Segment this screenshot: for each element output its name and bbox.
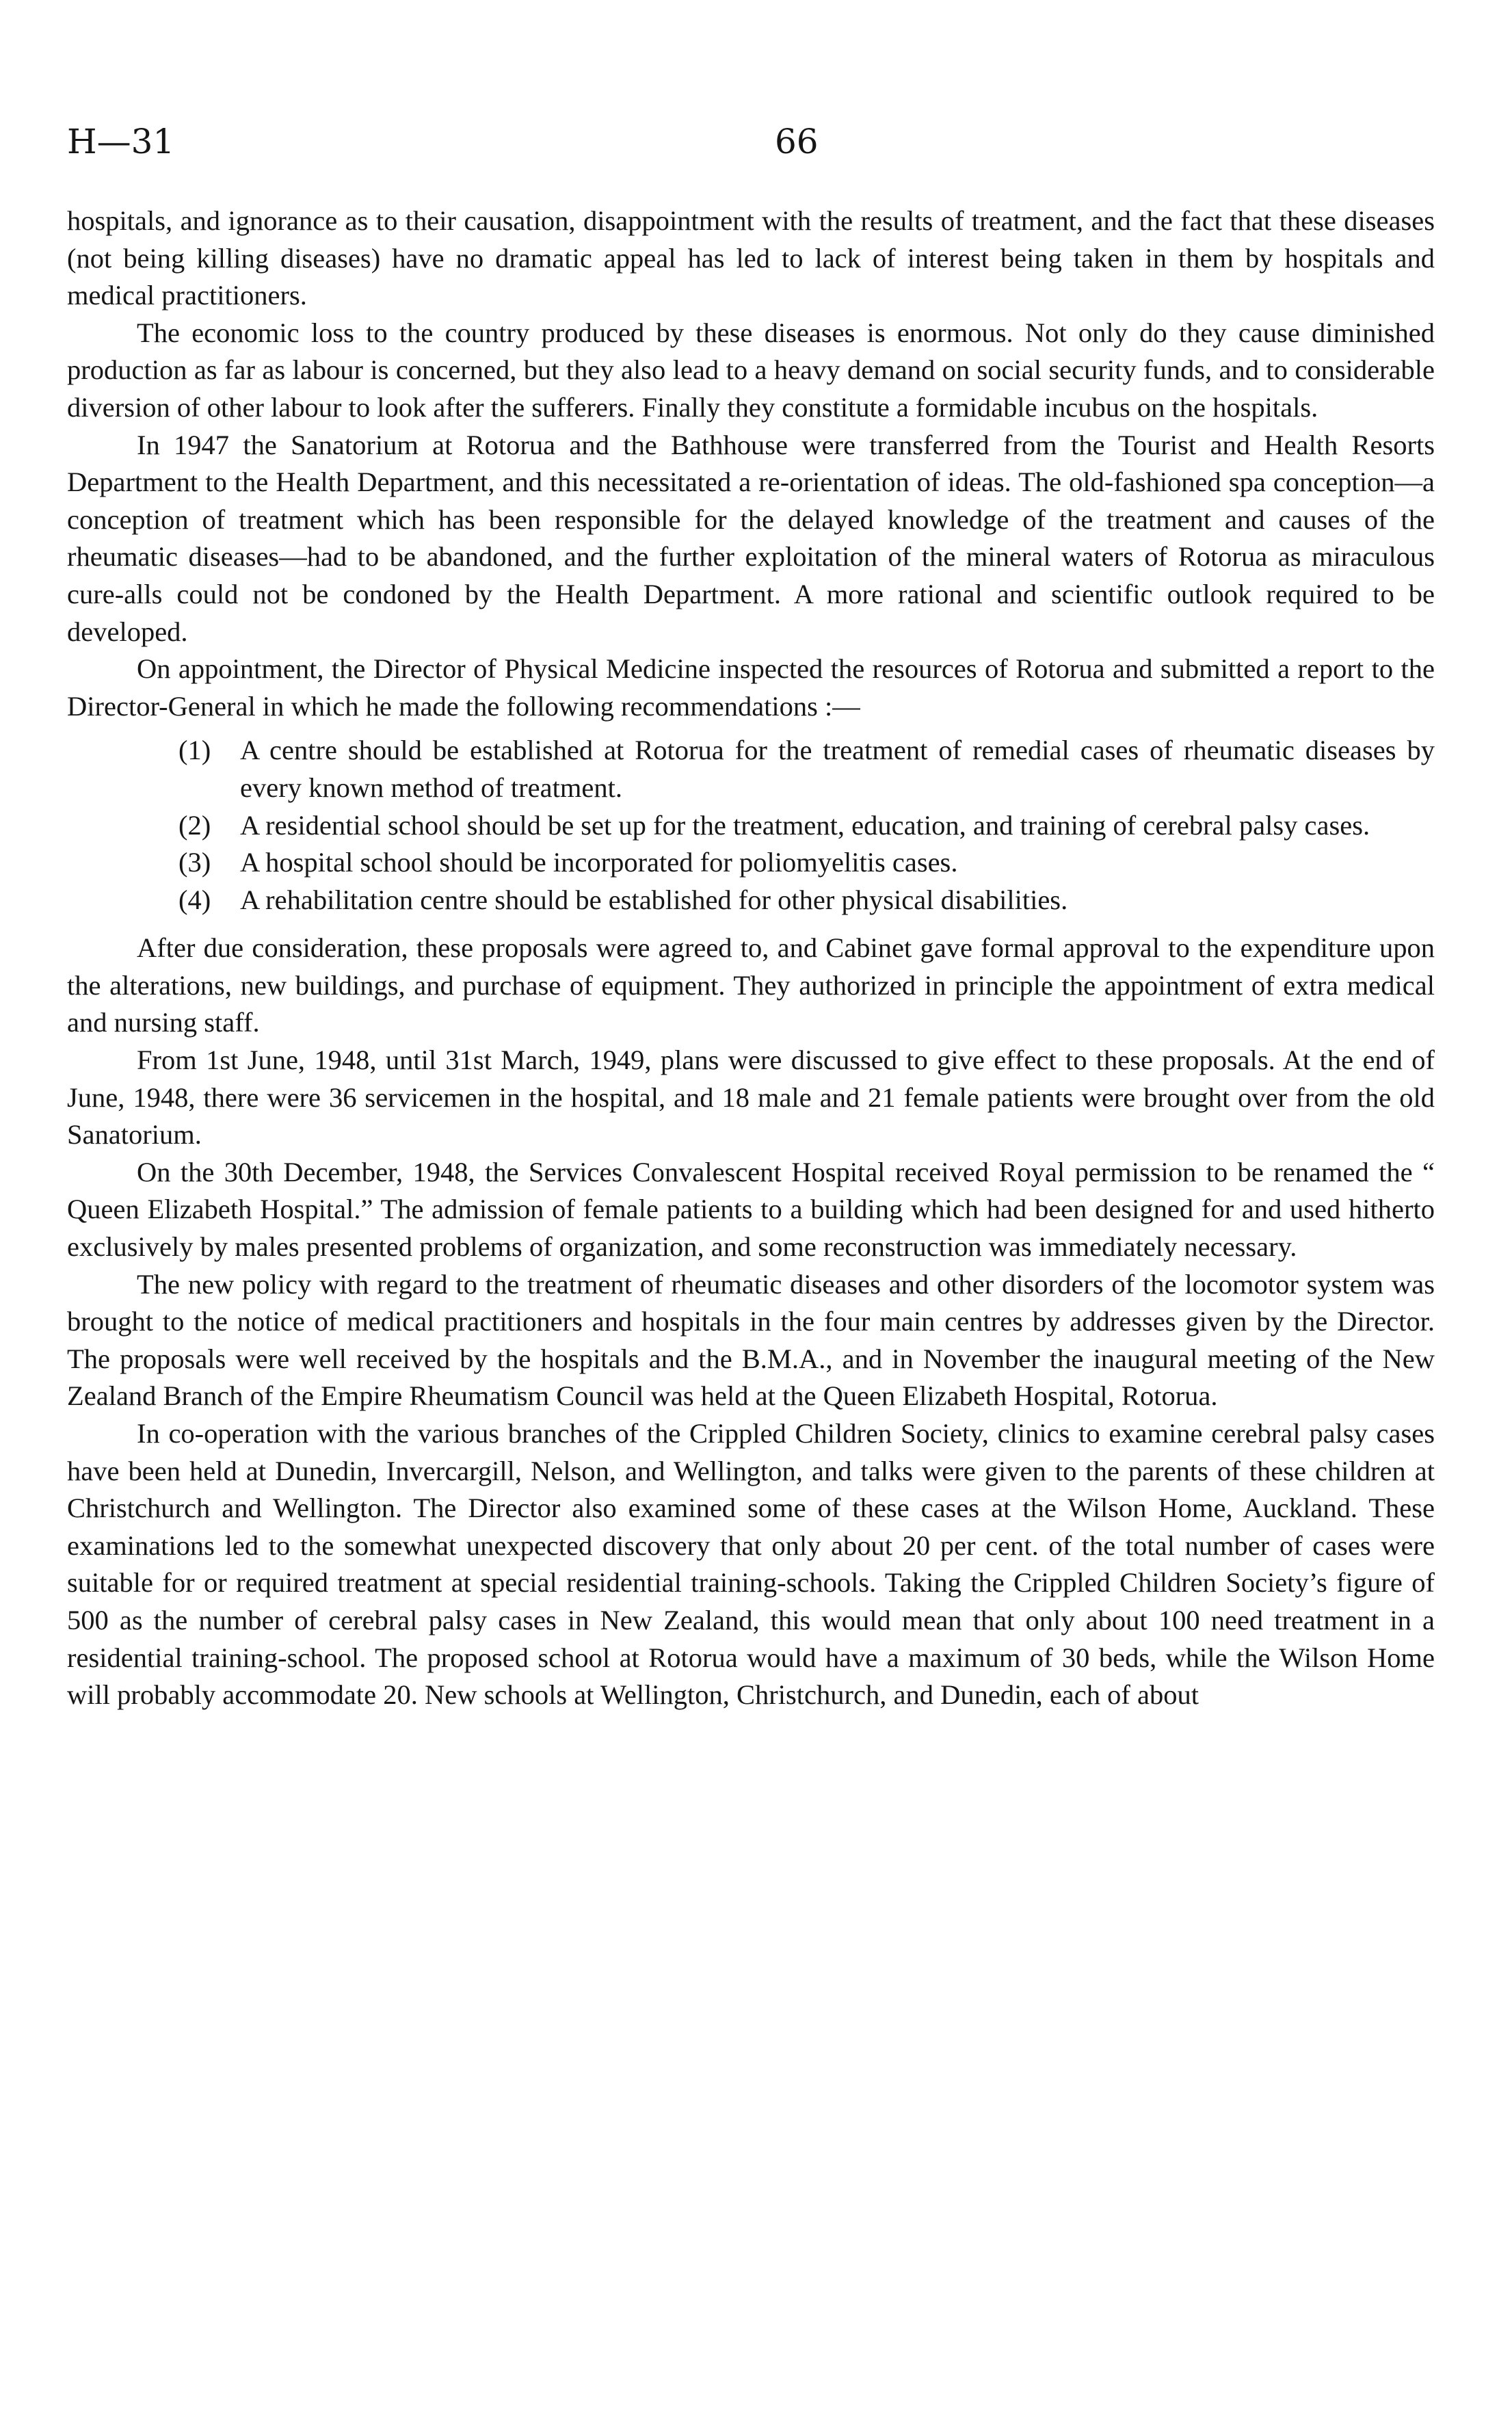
recommendation-text: A centre should be established at Rotorua for the treatment of remedial cases of rheumatic diseases by every known method of treatment. <box>240 735 1435 803</box>
paragraph-sanatorium-transfer: In 1947 the Sanatorium at Rotorua and the Bathhouse were transferred from the Tourist and Health Resorts Department to the Health Department, and this necessitated a re-orientation of ideas. The old-fashioned spa conception—a conception of treatment which has been responsible for the delayed knowledge of the treatment and causes of the rheumatic diseases—had to be abandoned, and the further exploitation of the mineral waters of Rotorua as miraculous cure-alls could not be condoned by the Health Department. A more rational and scientific outlook required to be developed. <box>67 429 1435 647</box>
recommendations-list <box>67 732 1435 919</box>
recommendation-text: A hospital school should be incorporated for poliomyelitis cases. <box>240 847 958 878</box>
page-header <box>67 118 1448 166</box>
document-body <box>67 202 1435 1714</box>
paragraph-director-appointment: On appointment, the Director of Physical Medicine inspected the resources of Rotorua and submitted a report to the Director-General in which he made the following recommendations :— <box>67 653 1435 722</box>
paragraph-cabinet-approval: After due consideration, these proposals were agreed to, and Cabinet gave formal approval to the expenditure upon the alterations, new buildings, and purchase of equipment. They authorized in principle the appointment of extra medical and nursing staff. <box>67 932 1435 1038</box>
paragraph-economic-loss: The economic loss to the country produced by these diseases is enormous. Not only do they cause diminished production as far as labour is concerned, but they also lead to a heavy demand on social security funds, and to considerable diversion of other labour to look after the sufferers. Finally they constitute a formidable incubus on the hospitals. <box>67 317 1435 423</box>
recommendation-item <box>67 732 1435 806</box>
document-reference: H—31 <box>67 122 175 161</box>
page-number: 66 <box>775 122 819 161</box>
recommendation-number: (1) <box>178 735 211 766</box>
paragraph-continued: hospitals, and ignorance as to their causation, disappointment with the results of treatment, and the fact that these diseases (not being killing diseases) have no dramatic appeal has led to lack of interest being taken in them by hospitals and medical practitioners. <box>67 205 1435 311</box>
paragraph-new-policy: The new policy with regard to the treatment of rheumatic diseases and other disorders of the locomotor system was brought to the notice of medical practitioners and hospitals in the four main centres by addresses given by the Director. The proposals were well received by the hospitals and the B.M.A., and in November the inaugural meeting of the New Zealand Branch of the Empire Rheumatism Council was held at the Queen Elizabeth Hospital, Rotorua. <box>67 1268 1435 1412</box>
paragraph-plans-discussed: From 1st June, 1948, until 31st March, 1949, plans were discussed to give effect to these proposals. At the end of June, 1948, there were 36 servicemen in the hospital, and 18 male and 21 female patients were brought over from the old Sanatorium. <box>67 1044 1435 1151</box>
recommendation-text: A rehabilitation centre should be established for other physical disabilities. <box>240 884 1068 915</box>
recommendation-number: (3) <box>178 847 211 878</box>
recommendation-number: (2) <box>178 809 211 841</box>
recommendation-item <box>67 807 1435 845</box>
paragraph-hospital-renamed: On the 30th December, 1948, the Services Convalescent Hospital received Royal permission to be renamed the “ Queen Elizabeth Hospital.” The admission of female patients to a building which had been designed for and used hitherto exclusively by males presented problems of organization, and some reconstruction was immediately necessary. <box>67 1156 1435 1263</box>
recommendation-item <box>67 882 1435 919</box>
paragraph-cerebral-palsy-clinics: In co-operation with the various branches of the Crippled Children Society, clinics to examine cerebral palsy cases have been held at Dunedin, Invercargill, Nelson, and Wellington, and talks were given to the parents of these children at Christchurch and Wellington. The Director also examined some of these cases at the Wilson Home, Auckland. These examinations led to the somewhat unexpected discovery that only about 20 per cent. of the total number of cases were suitable for or required treatment at special residential training-schools. Taking the Crippled Children Society’s figure of 500 as the number of cerebral palsy cases in New Zealand, this would mean that only about 100 need treatment in a residential training-school. The proposed school at Rotorua would have a maximum of 30 beds, while the Wilson Home will probably accommodate 20. New schools at Wellington, Christchurch, and Dunedin, each of about <box>67 1418 1435 1711</box>
recommendation-item <box>67 844 1435 882</box>
recommendation-number: (4) <box>178 884 211 915</box>
recommendation-text: A residential school should be set up for the treatment, education, and training of cerebral palsy cases. <box>240 809 1370 841</box>
